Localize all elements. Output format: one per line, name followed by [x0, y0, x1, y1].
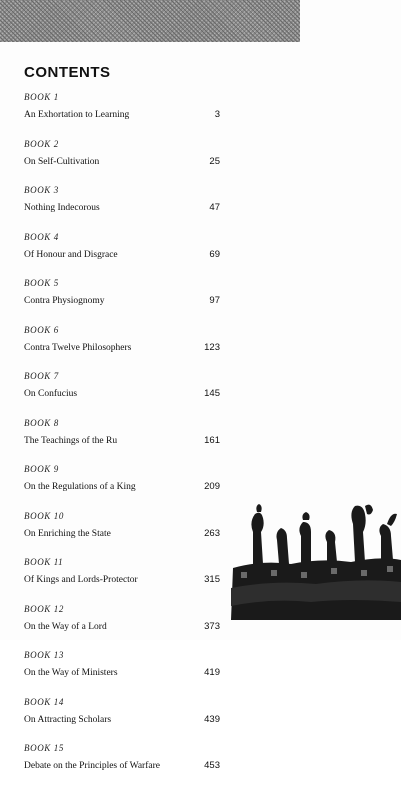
toc-entry-row: [24, 481, 220, 492]
page-title: CONTENTS: [24, 64, 111, 81]
chapter-title: An Exhortation to Learning: [24, 110, 130, 120]
book-label: BOOK 4: [24, 231, 59, 242]
toc-entry: [24, 185, 220, 232]
chapter-title: The Teachings of the Ru: [24, 435, 118, 446]
toc-entry: [24, 557, 220, 604]
toc-entry-row: [24, 621, 220, 632]
toc-entry-row: [24, 295, 220, 306]
book-label: BOOK 10: [24, 510, 64, 521]
chapter-title: Debate on the Principles of Warfare: [24, 761, 160, 771]
page-number: 25: [209, 155, 220, 167]
chapter-title: Contra Physiognomy: [24, 296, 105, 306]
page-number: 373: [204, 620, 220, 632]
toc-entry-row: [24, 109, 220, 120]
page-number: 161: [204, 434, 220, 446]
toc-entry: [24, 232, 220, 279]
page-number: 315: [204, 574, 220, 585]
toc-entry-row: [24, 760, 220, 771]
toc-entry: [24, 278, 220, 325]
toc-entry-row: [24, 388, 220, 399]
toc-entry: [24, 92, 220, 139]
chapter-title: On the Regulations of a King: [24, 482, 136, 492]
book-label: BOOK 2: [24, 138, 59, 149]
page-number: 209: [204, 481, 220, 492]
book-label: BOOK 9: [24, 464, 59, 474]
book-label: BOOK 1: [24, 92, 59, 102]
book-label: BOOK 11: [24, 557, 64, 567]
book-label: BOOK 15: [24, 743, 64, 753]
toc-entry-row: [24, 574, 220, 585]
toc-entry: [24, 325, 220, 372]
book-label: BOOK 5: [24, 278, 59, 288]
toc-entry-row: [24, 342, 220, 353]
page-number: 123: [204, 341, 220, 353]
chapter-title: Contra Twelve Philosophers: [24, 342, 132, 353]
page-number: 47: [209, 202, 220, 213]
book-label: BOOK 14: [24, 696, 64, 707]
page-number: 97: [209, 295, 220, 306]
book-label: BOOK 3: [24, 185, 59, 195]
table-of-contents: [24, 92, 220, 790]
toc-entry-row: [24, 528, 220, 539]
toc-entry-row: [24, 667, 220, 678]
page-number: 419: [204, 667, 220, 678]
book-label: BOOK 12: [24, 603, 64, 614]
chapter-title: On Enriching the State: [24, 528, 111, 539]
chapter-title: On Confucius: [24, 389, 78, 399]
toc-entry: [24, 139, 220, 186]
toc-entry: [24, 511, 220, 558]
page-number: 263: [204, 527, 220, 539]
toc-entry-row: [24, 435, 220, 446]
toc-entry-row: [24, 202, 220, 213]
toc-entry: [24, 604, 220, 651]
toc-entry: [24, 464, 220, 511]
book-label: BOOK 7: [24, 371, 59, 381]
toc-entry: [24, 418, 220, 465]
chapter-title: On Attracting Scholars: [24, 714, 112, 725]
toc-entry: [24, 743, 220, 790]
page-number: 145: [204, 388, 220, 399]
page-number: 453: [204, 760, 220, 771]
toc-entry-row: [24, 156, 220, 167]
chapter-title: Of Honour and Disgrace: [24, 249, 118, 260]
chapter-title: Of Kings and Lords-Protector: [24, 575, 138, 585]
toc-entry: [24, 371, 220, 418]
page-number: 439: [204, 713, 220, 725]
bronze-figures-illustration: [231, 502, 401, 620]
book-label: BOOK 6: [24, 324, 59, 335]
chapter-title: On the Way of a Lord: [24, 621, 107, 632]
book-label: BOOK 8: [24, 417, 59, 428]
toc-entry-row: [24, 249, 220, 260]
book-label: BOOK 13: [24, 650, 64, 660]
page-number: 3: [214, 109, 220, 120]
halftone-header-band: [0, 0, 300, 42]
chapter-title: On the Way of Ministers: [24, 668, 118, 678]
toc-entry: [24, 697, 220, 744]
page-number: 69: [209, 248, 220, 260]
chapter-title: On Self-Cultivation: [24, 156, 100, 167]
chapter-title: Nothing Indecorous: [24, 203, 100, 213]
toc-entry: [24, 650, 220, 697]
toc-entry-row: [24, 714, 220, 725]
